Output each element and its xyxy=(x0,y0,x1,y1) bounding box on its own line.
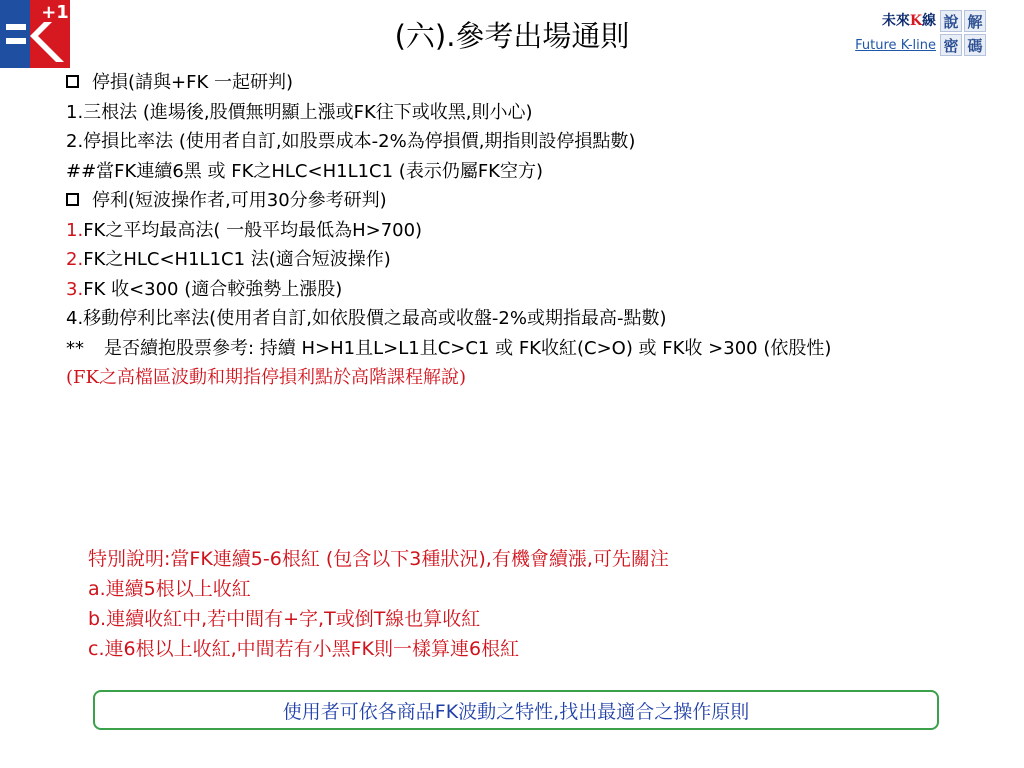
square-bullet-icon xyxy=(66,193,79,206)
take-profit-item-4: 4.移動停利比率法(使用者自訂,如依股價之最高或收盤-2%或期指最高-點數) xyxy=(66,308,667,329)
special-note xyxy=(88,544,669,664)
advanced-course-note: (FK之高檔區波動和期指停損利點於高階課程解說) xyxy=(66,367,466,388)
decode-seal xyxy=(940,10,986,56)
special-note-a: a.連續5根以上收紅 xyxy=(88,578,251,600)
logo-plus-one: +1 xyxy=(41,2,69,23)
stop-loss-item-1: 1.三根法 (進場後,股價無明顯上漲或FK往下或收黑,則小心) xyxy=(66,101,533,123)
seal-char-3: 密 xyxy=(940,34,962,56)
principle-callout: 使用者可依各商品FK波動之特性,找出最適合之操作原則 xyxy=(93,690,939,730)
stop-loss-item-3: ##當FK連續6黑 或 FK之HLC<H1L1C1 (表示仍屬FK空方) xyxy=(66,160,543,182)
special-note-b: b.連續收紅中,若中間有+字,T或倒T線也算收紅 xyxy=(88,608,481,630)
brand-block xyxy=(836,12,936,54)
take-profit-item-1: 1.FK之平均最高法( 一般平均最低為H>700) xyxy=(66,219,423,241)
special-note-c: c.連6根以上收紅,中間若有小黑FK則一樣算連6根紅 xyxy=(88,638,520,660)
take-profit-header: 停利(短波操作者,可用30分參考研判) xyxy=(66,186,956,216)
main-content xyxy=(66,68,956,393)
square-bullet-icon xyxy=(66,75,79,88)
take-profit-item-3: 3.FK 收<300 (適合較強勢上漲股) xyxy=(66,278,343,300)
seal-char-1: 說 xyxy=(940,10,962,32)
brand-chinese-name: 未來K線 xyxy=(881,13,936,29)
stop-loss-header: 停損(請與+FK 一起研判) xyxy=(66,68,956,98)
special-note-heading: 特別說明:當FK連續5-6根紅 (包含以下3種狀況),有機會續漲,可先關注 xyxy=(88,548,669,570)
seal-char-4: 碼 xyxy=(964,34,986,56)
hold-reference: ** 是否續抱股票參考: 持續 H>H1且L>L1且C>C1 或 FK收紅(C>O) 或 FK收 >300 (依股性) xyxy=(66,337,832,359)
page-title: (六).參考出場通則 xyxy=(394,19,630,53)
stop-loss-item-2: 2.停損比率法 (使用者自訂,如股票成本-2%為停損價,期指則設停損點數) xyxy=(66,131,636,152)
brand-english-link[interactable]: Future K-line xyxy=(855,38,936,53)
take-profit-item-2: 2.FK之HLC<H1L1C1 法(適合短波操作) xyxy=(66,249,391,270)
seal-char-2: 解 xyxy=(964,10,986,32)
